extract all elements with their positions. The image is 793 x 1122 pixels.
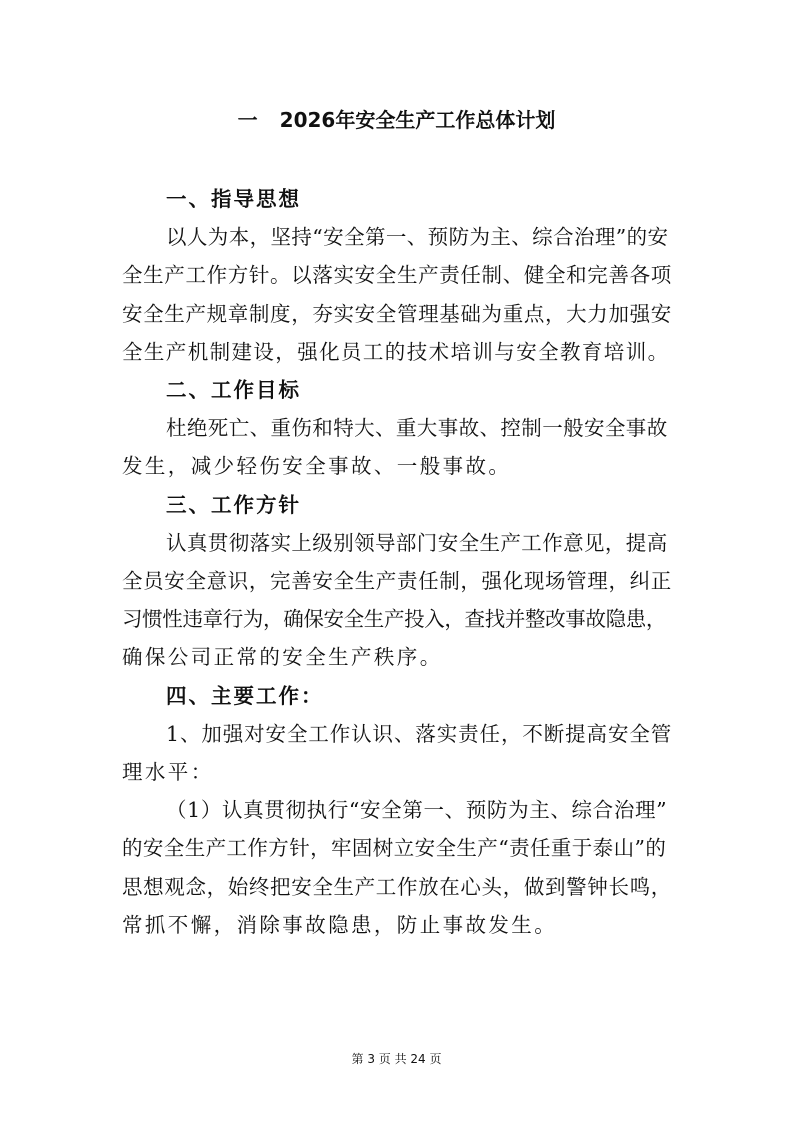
page-number-footer: 第 3 页 共 24 页 xyxy=(351,1052,442,1066)
paragraph-line: 全生产机制建设，强化员工的技术培训与安全教育培训。 xyxy=(122,339,670,364)
paragraph-line: 杜绝死亡、重伤和特大、重大事故、控制一般安全事故 xyxy=(166,416,668,441)
paragraph-line: 确保公司正常的安全生产秩序。 xyxy=(122,645,443,670)
paragraph-line: 1、加强对安全工作认识、落实责任，不断提高安全管 xyxy=(166,721,673,746)
paragraph-line: 安全生产规章制度，夯实安全管理基础为重点，大力加强安 xyxy=(122,301,672,326)
section-heading: 一、指导思想 xyxy=(166,187,301,211)
title-text: 2026年安全生产工作总体计划 xyxy=(279,108,556,132)
document-title xyxy=(0,104,793,133)
paragraph-line: 习惯性违章行为，确保安全生产投入，查找并整改事故隐患， xyxy=(122,607,667,632)
paragraph-line: 全员安全意识，完善安全生产责任制，强化现场管理，纠正 xyxy=(122,569,672,593)
paragraph-line: 以人为本，坚持“安全第一、预防为主、综合治理”的安 xyxy=(166,225,669,250)
paragraph-line: 理水平： xyxy=(122,760,214,784)
paragraph-line: 认真贯彻落实上级别领导部门安全生产工作意见，提高 xyxy=(166,530,668,555)
paragraph-line: 常抓不懈，消除事故隐患，防止事故发生。 xyxy=(122,912,558,937)
paragraph-line: 的安全生产工作方针，牢固树立安全生产“责任重于泰山”的 xyxy=(122,836,667,861)
paragraph-line: 发生，减少轻伤安全事故、一般事故。 xyxy=(122,454,512,479)
section-heading: 三、工作方针 xyxy=(166,492,301,517)
section-heading: 二、工作目标 xyxy=(166,378,301,402)
section-heading: 四、主要工作： xyxy=(166,683,324,708)
paragraph-line: （1）认真贯彻执行“安全第一、预防为主、综合治理” xyxy=(166,798,668,823)
title-dash: 一 xyxy=(237,108,258,132)
paragraph-line: 全生产工作方针。以落实安全生产责任制、健全和完善各项 xyxy=(122,263,672,288)
paragraph-line: 思想观念，始终把安全生产工作放在心头，做到警钟长鸣， xyxy=(122,874,672,899)
